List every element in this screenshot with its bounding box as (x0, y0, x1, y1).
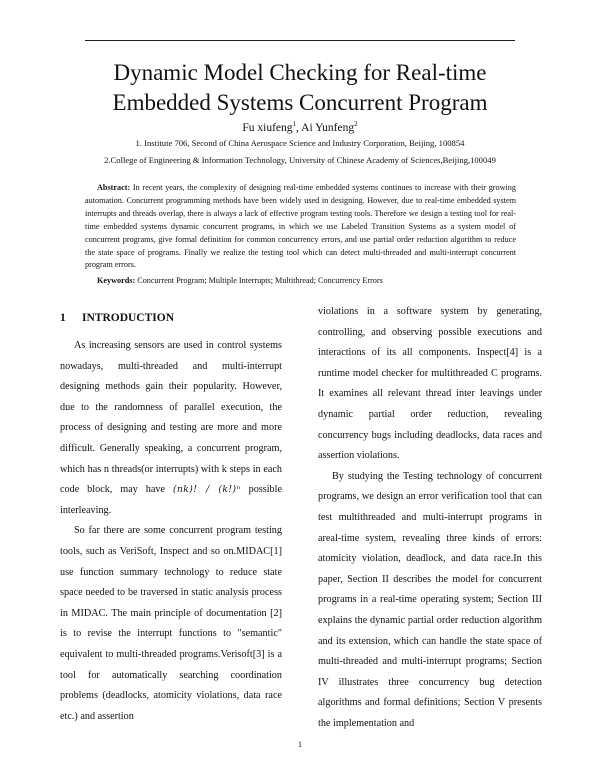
section-title: INTRODUCTION (82, 312, 175, 324)
section-number: 1 (60, 312, 66, 324)
right-paragraph-2: By studying the Testing technology of concurrent programs, we design an error verification tool that can test multithreaded and multi-interrupt programs in areal-time system, revealing three kinds of errors: atomicity violation, deadlock, and data race.In this paper, Section II describes the model for concurrent programs in a real-time operating system; Section III explains the dynamic partial order reduction algorithm and its extension, which can handle the state space of multi-threaded and multi-interrupt programs; Section IV illustrates three concurrency bug detection algorithms and formal definitions; Section V presents the implementation and (318, 470, 542, 729)
title-line-1: Dynamic Model Checking for Real-time (113, 60, 487, 85)
left-p1-after: possible interleaving. (60, 484, 282, 516)
left-paragraph-1 (60, 336, 282, 521)
right-column (318, 302, 542, 734)
author-separator: , (296, 121, 302, 134)
keywords-label: Keywords: (97, 276, 136, 285)
title-line-2: Embedded Systems Concurrent Program (112, 90, 488, 115)
author-1-sup: 1 (292, 120, 297, 128)
left-paragraph-2: So far there are some concurrent program testing tools, such as VeriSoft, Inspect and so on.MIDAC[1] use function summary technology to reduce state space needed to be traversed in static analysis process in MIDAC. The main principle of documentation [2] is to revise the interrupt functions to "semantic" equivalent to multi-threaded programs.Verisoft[3] is a tool for automatically searching coordination problems (deadlocks, atomicity violations, data race etc.) and assertion (60, 525, 282, 722)
header-rule (85, 40, 515, 41)
left-column (60, 336, 282, 727)
left-p1-before: As increasing sensors are used in control systems nowadays, multi-threaded and multi-interrupt designing methods gain their popularity. However, due to the randomness of parallel execution, the process of designing and testing are more and more difficult. Generally speaking, a concurrent program, which has n threads(or interrupts) with k steps in each code block, may have (60, 340, 282, 496)
author-1: Fu xiufeng (242, 121, 293, 134)
interleaving-formula: (nk)! / (k!)ⁿ (172, 485, 241, 496)
abstract-text: In recent years, the complexity of designing real-time embedded systems continues to increase with their growing automation. Concurrent programming methods have been widely used in designing. However, due to real-time embedded system interrupts and threads overlap, there is always a lack of effective program testing tools. Therefore we design a testing tool for real-time embedded systems dynamic concurrent programs, in which we use Labeled Transition Systems as a system model of concurrent programs, give formal definition for common concurrency errors, and use partial order reduction algorithm to reduce the state space of programs. Finally we realize the testing tool which can detect multi-threaded and multi-interrupt concurrent program errors. (85, 183, 516, 270)
author-2: Ai Yunfeng (301, 121, 355, 134)
right-paragraph-1: violations in a software system by generating, controlling, and observing possible executions and interactions of its all components. Inspect[4] is a runtime model checker for multithreaded C programs. It examines all relevant thread inter leavings under dynamic partial order reduction, revealing concurrency bugs including deadlocks, data races and assertion violations. (318, 306, 542, 462)
authors (60, 120, 540, 134)
author-2-sup: 2 (354, 120, 358, 128)
keywords (85, 276, 516, 285)
affiliation-1: 1. Institute 706, Second of China Aerospace Science and Industry Corporation, Beijing, 100854 (135, 138, 465, 148)
abstract-label: Abstract: (97, 183, 131, 192)
keywords-text: Concurrent Program; Multiple Interrupts; Multithread; Concurrency Errors (135, 276, 383, 285)
page-number: 1 (298, 740, 302, 749)
section-heading (60, 312, 174, 324)
abstract (85, 182, 516, 272)
affiliation-2: 2.College of Engineering & Information Technology, University of Chinese Academy of Sciences,Beijing,100049 (104, 155, 496, 165)
paper-title (60, 58, 540, 118)
